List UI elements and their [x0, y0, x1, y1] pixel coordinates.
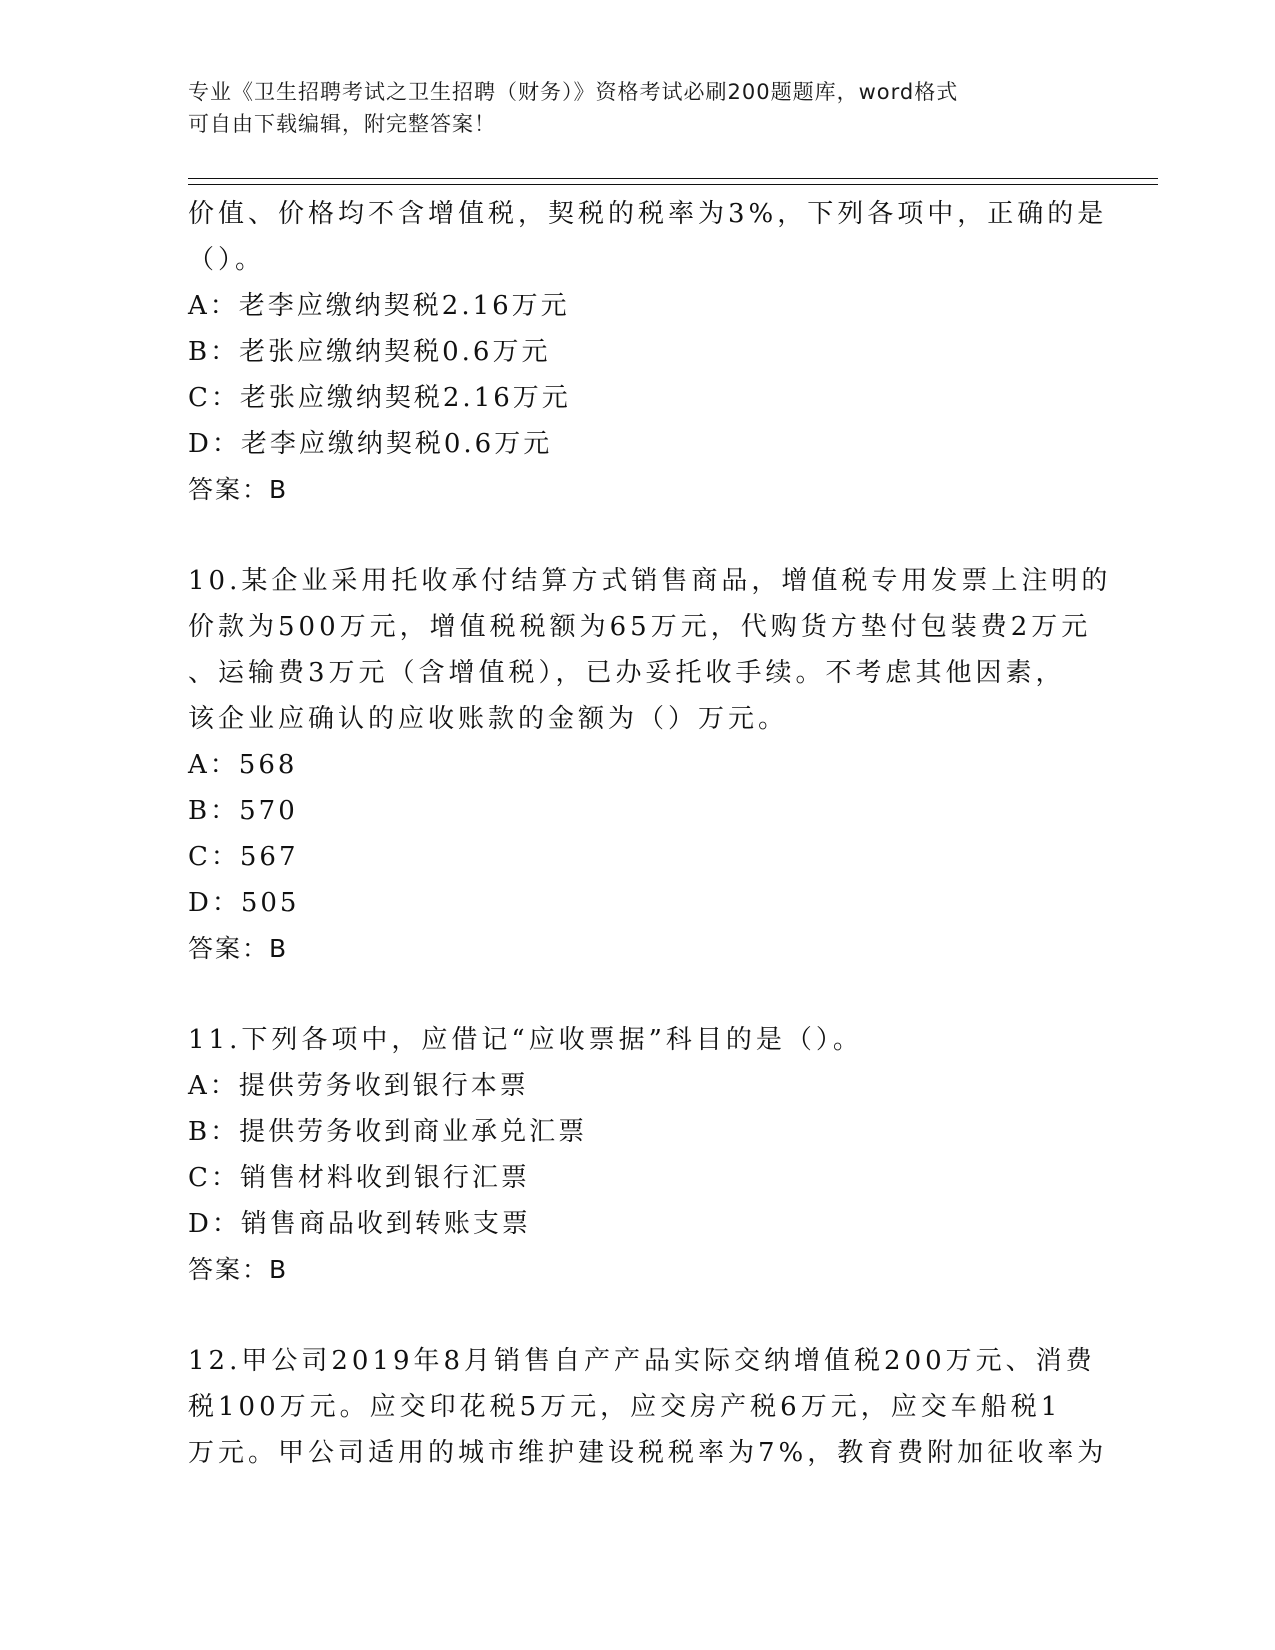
- question-stem-line: 万元。甲公司适用的城市维护建设税税率为7%，教育费附加征收率为: [188, 1438, 1108, 1468]
- option-d: D：老李应缴纳契税0.6万元: [188, 429, 553, 459]
- question-stem-line: （）。: [188, 245, 266, 275]
- answer-line: 答案：B: [188, 934, 289, 963]
- option-c: C：老张应缴纳契税2.16万元: [188, 383, 571, 413]
- option-a: A：老李应缴纳契税2.16万元: [188, 291, 570, 321]
- document-header: [188, 76, 1088, 140]
- option-d: D：505: [188, 888, 300, 918]
- question-10: [188, 558, 1112, 972]
- question-stem-line: 11.下列各项中，应借记“应收票据”科目的是（）。: [188, 1025, 863, 1055]
- header-line-2: 可自由下载编辑，附完整答案！: [188, 112, 496, 136]
- question-stem-line: 该企业应确认的应收账款的金额为（）万元。: [188, 704, 789, 734]
- spacer: [188, 513, 1088, 558]
- question-stem-line: 价款为500万元，增值税税额为65万元，代购货方垫付包装费2万元: [188, 612, 1092, 642]
- question-stem-line: 价值、价格均不含增值税，契税的税率为3%，下列各项中，正确的是: [188, 199, 1108, 229]
- option-a: A：提供劳务收到银行本票: [188, 1071, 529, 1101]
- option-d: D：销售商品收到转账支票: [188, 1209, 531, 1239]
- question-12: [188, 1338, 1108, 1476]
- answer-line: 答案：B: [188, 475, 289, 504]
- question-stem-line: 税100万元。应交印花税5万元，应交房产税6万元，应交车船税1: [188, 1392, 1062, 1422]
- document-body: [188, 191, 1112, 1476]
- header-line-1: 专业《卫生招聘考试之卫生招聘（财务）》资格考试必刷200题题库，word格式: [188, 80, 959, 104]
- header-rule-top: [188, 178, 1158, 179]
- answer-line: 答案：B: [188, 1255, 289, 1284]
- question-stem-line: 12.甲公司2019年8月销售自产产品实际交纳增值税200万元、消费: [188, 1346, 1096, 1376]
- spacer: [188, 1293, 1088, 1338]
- option-c: C：567: [188, 842, 299, 872]
- question-stem-line: 10.某企业采用托收承付结算方式销售商品，增值税专用发票上注明的: [188, 566, 1112, 596]
- option-b: B：老张应缴纳契税0.6万元: [188, 337, 551, 367]
- spacer: [188, 972, 1088, 1017]
- header-rule-bottom: [188, 184, 1158, 185]
- option-a: A：568: [188, 750, 298, 780]
- question-stem-line: 、运输费3万元（含增值税），已办妥托收手续。不考虑其他因素，: [188, 658, 1066, 688]
- question-11: [188, 1017, 1088, 1293]
- option-b: B：提供劳务收到商业承兑汇票: [188, 1117, 588, 1147]
- option-b: B：570: [188, 796, 298, 826]
- question-9: [188, 191, 1108, 513]
- option-c: C：销售材料收到银行汇票: [188, 1163, 530, 1193]
